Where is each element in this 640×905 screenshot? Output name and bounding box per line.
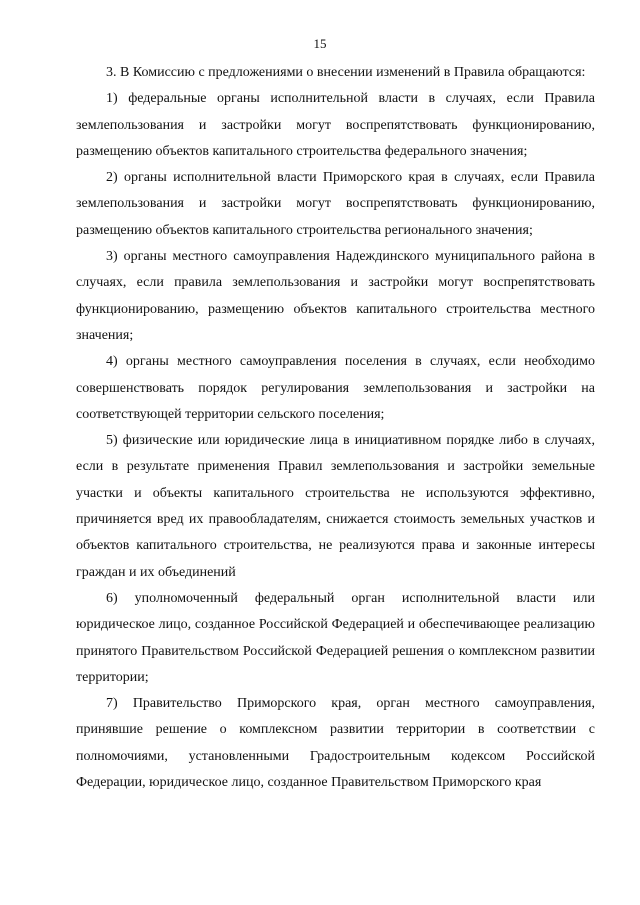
page-number: 15 <box>313 36 327 51</box>
paragraph-individuals-legal-entities: 5) физические или юридические лица в инициативном порядке либо в случаях, если в результате применения Правил землепользования и застройки земельные участки и объекты капитального строительства не используются эффективно, причиняется вред их правообладателям, снижается стоимость земельных участков и объектов капитального строительства, не реализуются права и законные интересы граждан и их объединений <box>76 433 595 580</box>
paragraph-item-3-intro: 3. В Комиссию с предложениями о внесении изменений в Правила обращаются: <box>106 65 586 80</box>
paragraph-regional-bodies: 2) органы исполнительной власти Приморского края в случаях, если Правила землепользования и застройки могут воспрепятствовать функционированию, размещению объектов капитального строительства регионального значения; <box>76 170 595 238</box>
paragraph-primorsky-government: 7) Правительство Приморского края, орган местного самоуправления, принявшие решение о комплексном развитии территории в соответствии с полномочиями, установленными Градостроительным кодексом Российской Федерации, юридическое лицо, созданное Правительством Приморского края <box>76 696 595 791</box>
paragraph-federal-bodies: 1) федеральные органы исполнительной власти в случаях, если Правила землепользования и застройки могут воспрепятствовать функционированию, размещению объектов капитального строительства федерального значения; <box>76 91 595 159</box>
paragraph-federal-authorized-body: 6) уполномоченный федеральный орган исполнительной власти или юридическое лицо, созданное Российской Федерацией и обеспечивающее реализацию принятого Правительством Российской Федерацией решения о комплексном развитии территории; <box>76 590 595 685</box>
paragraph-settlement-bodies: 4) органы местного самоуправления поселения в случаях, если необходимо совершенствовать порядок регулирования землепользования и застройки на соответствующей территории сельского поселения; <box>76 354 595 422</box>
paragraph-municipal-district-bodies: 3) органы местного самоуправления Надеждинского муниципального района в случаях, если правила землепользования и застройки могут воспрепятствовать функционированию, размещению объектов капитального строительства местного значения; <box>76 249 595 343</box>
document-body <box>76 60 595 796</box>
